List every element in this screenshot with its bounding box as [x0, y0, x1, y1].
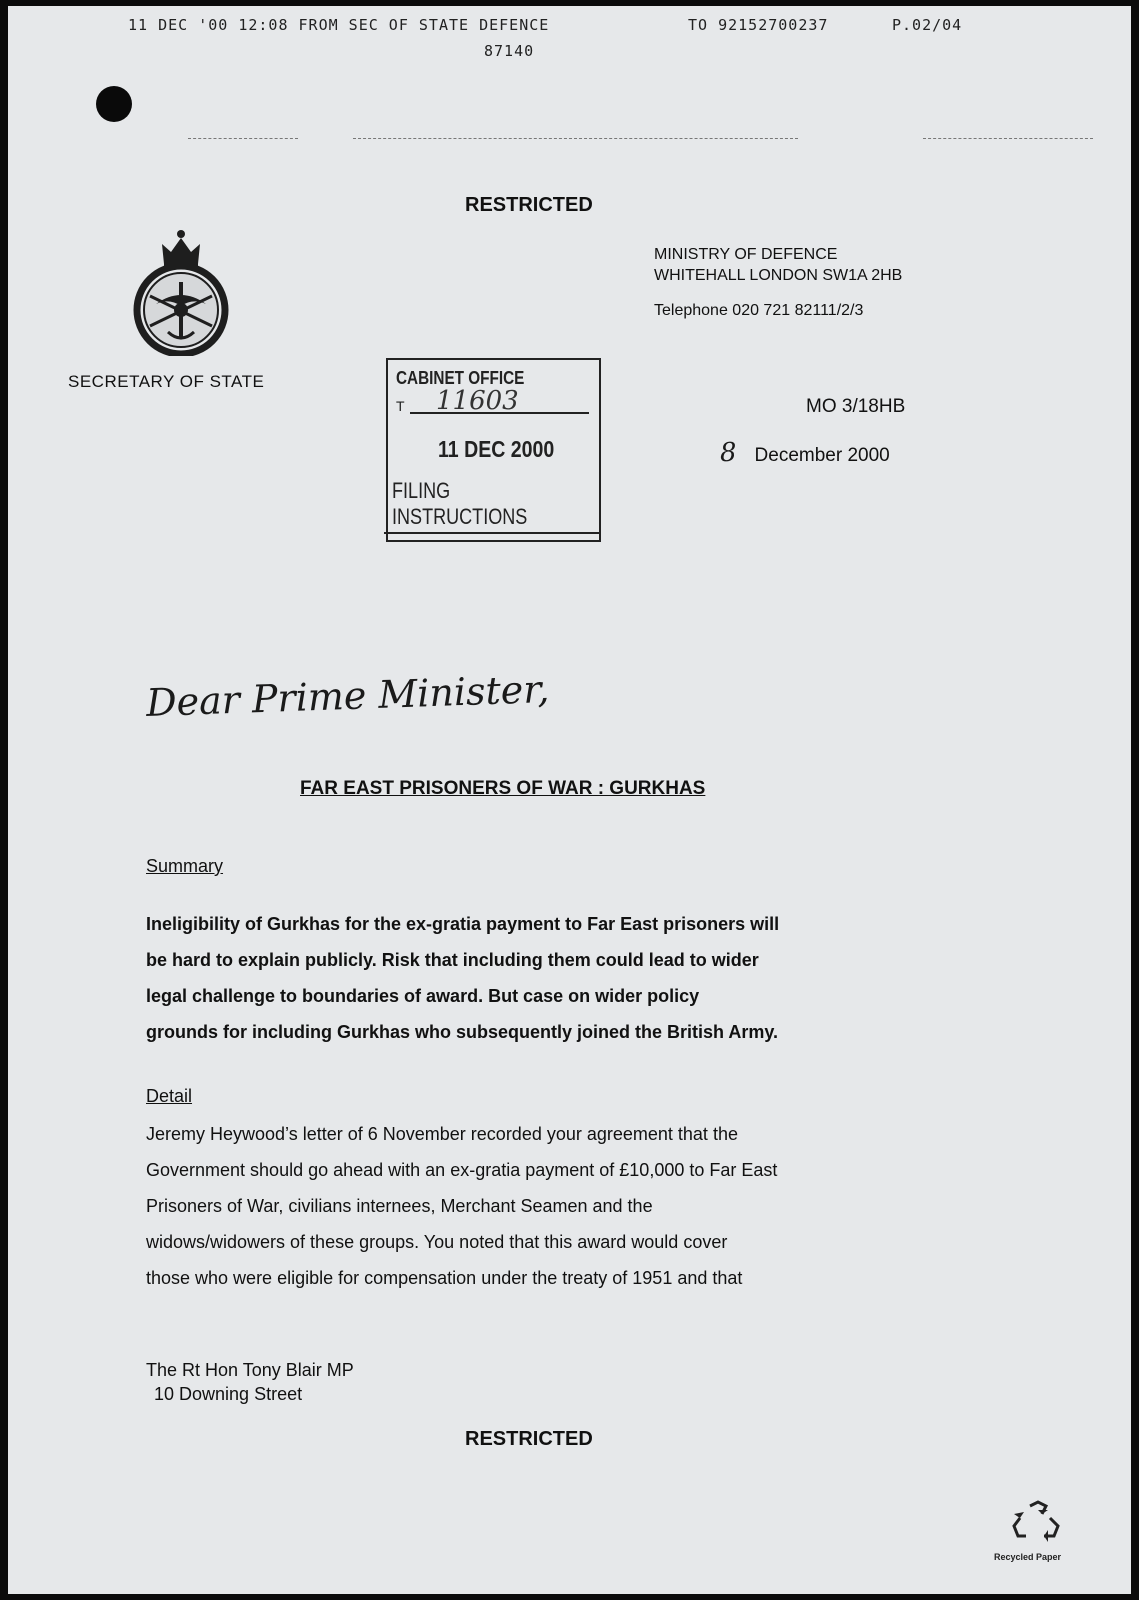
fax-header-left: 11 DEC '00 12:08 FROM SEC OF STATE DEFENCE [128, 16, 550, 34]
reference: MO 3/18HB [806, 396, 906, 417]
letter-date [720, 438, 890, 468]
recycled-label: Recycled Paper [994, 1552, 1062, 1562]
summary-paragraph [146, 906, 936, 1050]
punch-hole [96, 86, 132, 122]
address-block [654, 244, 902, 321]
scan-line [353, 138, 798, 139]
address-line-2: WHITEHALL LONDON SW1A 2HB [654, 267, 903, 284]
date-day: 8 [719, 437, 738, 469]
stamp-bottom-line [384, 532, 599, 534]
fax-header-page: P.02/04 [892, 16, 963, 34]
date-rest: December 2000 [754, 445, 890, 466]
detail-line: Jeremy Heywood’s letter of 6 November recorded your agreement that the [146, 1124, 738, 1144]
sender-title: SECRETARY OF STATE [68, 372, 265, 391]
detail-line: those who were eligible for compensation under the treaty of 1951 and that [146, 1268, 743, 1288]
stamp-office: CABINET OFFICE [396, 368, 525, 388]
addressee-line-2: 10 Downing Street [154, 1384, 303, 1404]
stamp-instructions: FILING INSTRUCTIONS [392, 478, 528, 529]
detail-paragraph [146, 1116, 936, 1296]
summary-line: grounds for including Gurkhas who subsequently joined the British Army. [146, 1022, 779, 1042]
addressee-block [146, 1358, 354, 1406]
scan-line [923, 138, 1093, 139]
telephone: Telephone 020 721 82111/2/3 [654, 302, 864, 319]
mod-crest-icon [126, 226, 236, 356]
summary-line: legal challenge to boundaries of award. But case on wider policy [146, 986, 700, 1006]
cabinet-office-stamp [386, 358, 601, 542]
recycle-icon [1008, 1498, 1068, 1548]
fax-header-sub: 87140 [484, 42, 535, 60]
stamp-number: 11603 [436, 386, 519, 416]
fax-header-to: TO 92152700237 [688, 16, 829, 34]
detail-heading: Detail [146, 1086, 193, 1106]
stamp-date: 11 DEC 2000 [438, 436, 555, 462]
detail-line: widows/widowers of these groups. You noted that this award would cover [146, 1232, 728, 1252]
scan-line [188, 138, 298, 139]
summary-line: be hard to explain publicly. Risk that including them could lead to wider [146, 950, 759, 970]
summary-line: Ineligibility of Gurkhas for the ex-gratia payment to Far East prisoners will [146, 914, 780, 934]
address-line-1: MINISTRY OF DEFENCE [654, 246, 838, 263]
detail-line: Prisoners of War, civilians internees, Merchant Seamen and the [146, 1196, 653, 1216]
subject-title: FAR EAST PRISONERS OF WAR : GURKHAS [300, 778, 706, 799]
stamp-line [410, 412, 589, 414]
salutation: Dear Prime Minister, [145, 666, 551, 726]
letter-page [8, 6, 1131, 1594]
detail-line: Government should go ahead with an ex-gratia payment of £10,000 to Far East [146, 1160, 778, 1180]
classification-top: RESTRICTED [465, 194, 593, 216]
addressee-line-1: The Rt Hon Tony Blair MP [146, 1360, 354, 1380]
classification-bottom: RESTRICTED [465, 1428, 593, 1450]
stamp-t: T [396, 398, 405, 414]
summary-heading: Summary [146, 856, 224, 876]
